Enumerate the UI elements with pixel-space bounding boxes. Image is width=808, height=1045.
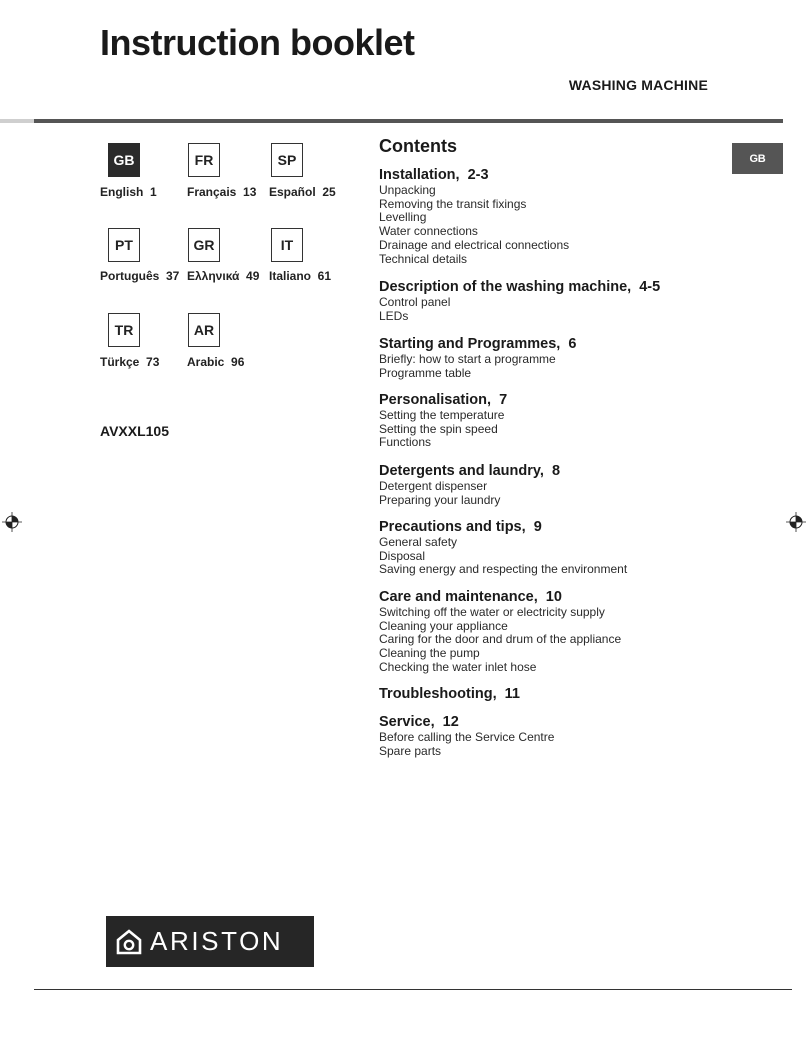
section-item: Water connections — [379, 224, 478, 239]
lang-box-tr: TR — [108, 313, 140, 347]
section-item: Programme table — [379, 365, 472, 380]
section-item: General safety — [379, 535, 458, 549]
model-number: AVXXL105 — [100, 423, 169, 439]
section-item: Checking the water inlet hose — [379, 659, 537, 674]
section-item: Switching off the water or electricity supply — [379, 605, 605, 619]
section-heading: Starting and Programmes, 6 — [379, 336, 577, 352]
top-rule — [34, 119, 783, 123]
document-subtitle: WASHING MACHINE — [568, 77, 708, 93]
house-icon — [116, 929, 142, 955]
section-heading: Installation, 2-3 — [379, 167, 489, 183]
lang-label-sp: Español 25 — [269, 185, 336, 199]
contents-title: Contents — [379, 136, 457, 156]
contents-section — [379, 686, 520, 703]
lang-box-fr: FR — [188, 143, 220, 177]
contents-section — [379, 519, 627, 577]
brand-name: ARISTON — [150, 926, 284, 956]
lang-label-it: Italiano 61 — [269, 269, 332, 283]
registration-mark-icon — [786, 512, 806, 532]
contents-section — [379, 167, 569, 266]
side-tab-gb: GB — [732, 143, 783, 174]
section-item: Caring for the door and drum of the appliance — [379, 632, 622, 647]
document-title: Instruction booklet — [100, 22, 415, 63]
lang-label-gb: English 1 — [100, 185, 157, 199]
section-heading: Description of the washing machine, 4-5 — [379, 279, 661, 295]
bottom-rule — [34, 989, 792, 990]
lang-box-gr: GR — [188, 228, 220, 262]
section-item: Levelling — [379, 210, 427, 225]
contents-section — [379, 336, 576, 380]
section-item: Detergent dispenser — [379, 479, 488, 493]
lang-box-sp: SP — [271, 143, 303, 177]
contents-section — [379, 279, 660, 323]
contents-section — [379, 463, 560, 507]
section-item: Drainage and electrical connections — [379, 237, 570, 252]
section-item: Setting the temperature — [379, 408, 505, 422]
section-item: Removing the transit fixings — [379, 196, 527, 211]
lang-label-tr: Türkçe 73 — [100, 355, 160, 369]
lang-box-pt: PT — [108, 228, 140, 262]
section-item: Functions — [379, 435, 432, 450]
registration-mark-icon — [2, 512, 22, 532]
lang-box-ar: AR — [188, 313, 220, 347]
contents-section — [379, 589, 621, 675]
lang-box-gb: GB — [108, 143, 140, 177]
lang-label-gr: Ελληνικά 49 — [187, 269, 260, 283]
section-item: Cleaning the pump — [379, 646, 480, 661]
section-item: Saving energy and respecting the environment — [379, 562, 628, 577]
section-item: Preparing your laundry — [379, 492, 501, 507]
section-heading: Precautions and tips, 9 — [379, 519, 542, 535]
section-item: Before calling the Service Centre — [379, 730, 555, 744]
section-item: LEDs — [379, 308, 409, 323]
lang-label-fr: Français 13 — [187, 185, 257, 199]
section-item: Technical details — [379, 251, 468, 266]
section-item: Disposal — [379, 548, 426, 563]
section-heading: Service, 12 — [379, 714, 459, 730]
lang-label-pt: Português 37 — [100, 269, 180, 283]
contents-section — [379, 714, 554, 758]
section-item: Briefly: how to start a programme — [379, 352, 556, 366]
ariston-logo — [106, 916, 314, 967]
section-item: Cleaning your appliance — [379, 618, 508, 633]
section-item: Unpacking — [379, 183, 436, 197]
section-heading: Care and maintenance, 10 — [379, 589, 562, 605]
section-heading: Troubleshooting, 11 — [379, 686, 520, 702]
section-item: Control panel — [379, 295, 451, 309]
section-item: Setting the spin speed — [379, 421, 498, 436]
section-heading: Personalisation, 7 — [379, 392, 508, 408]
section-item: Spare parts — [379, 743, 442, 758]
lang-label-ar: Arabic 96 — [187, 355, 245, 369]
section-heading: Detergents and laundry, 8 — [379, 463, 561, 479]
contents-section — [379, 392, 507, 450]
top-rule-accent — [0, 119, 34, 123]
lang-box-it: IT — [271, 228, 303, 262]
